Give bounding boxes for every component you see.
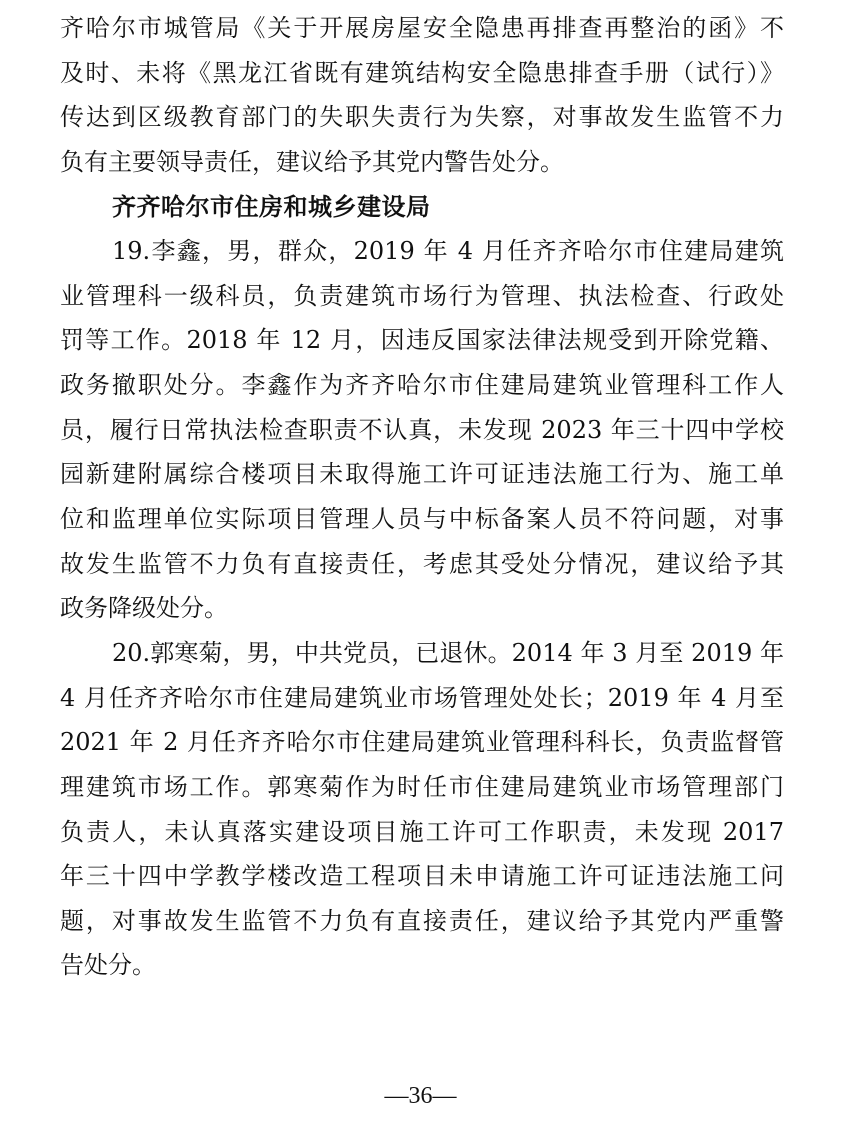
- paragraph-line: 年三十四中学教学楼改造工程项目未申请施工许可证违法施工问: [60, 862, 784, 891]
- paragraph-line: 齐哈尔市城管局《关于开展房屋安全隐患再排查再整治的函》不: [60, 14, 784, 42]
- page-number: —36—: [384, 1083, 457, 1109]
- paragraph-line: 业管理科一级科员，负责建筑市场行为管理、执法检查、行政处: [60, 281, 784, 310]
- paragraph-line: 故发生监管不力负有直接责任，考虑其受处分情况，建议给予其: [60, 549, 784, 578]
- section-heading: 齐齐哈尔市住房和城乡建设局: [112, 192, 431, 221]
- paragraph-line: 告处分。: [60, 951, 156, 980]
- paragraph-line: 园新建附属综合楼项目未取得施工许可证违法施工行为、施工单: [60, 460, 784, 489]
- paragraph-line: 4 月任齐齐哈尔市住建局建筑业市场管理处处长；2019 年 4 月至: [60, 683, 784, 712]
- paragraph-line: 理建筑市场工作。郭寒菊作为时任市住建局建筑业市场管理部门: [60, 772, 784, 801]
- paragraph-line: 题，对事故发生监管不力负有直接责任，建议给予其党内严重警: [60, 906, 784, 935]
- paragraph-line: 负有主要领导责任，建议给予其党内警告处分。: [60, 147, 564, 176]
- paragraph-line: 罚等工作。2018 年 12 月，因违反国家法律法规受到开除党籍、: [60, 326, 784, 355]
- paragraph-line: 负责人，未认真落实建设项目施工许可工作职责，未发现 2017: [60, 817, 784, 846]
- paragraph-line-item-20: 20.郭寒菊，男，中共党员，已退休。2014 年 3 月至 2019 年: [112, 638, 784, 667]
- paragraph-line: 员，履行日常执法检查职责不认真，未发现 2023 年三十四中学校: [60, 415, 784, 444]
- paragraph-line: 及时、未将《黑龙江省既有建筑结构安全隐患排查手册（试行）》: [60, 58, 784, 87]
- document-body: [60, 6, 784, 988]
- paragraph-line: 传达到区级教育部门的失职失责行为失察，对事故发生监管不力: [60, 103, 784, 132]
- paragraph-line-item-19: 19.李鑫，男，群众，2019 年 4 月任齐齐哈尔市住建局建筑: [112, 237, 784, 266]
- paragraph-line: 2021 年 2 月任齐齐哈尔市住建局建筑业管理科科长，负责监督管: [60, 728, 784, 757]
- paragraph-line: 政务降级处分。: [60, 594, 228, 623]
- paragraph-line: 位和监理单位实际项目管理人员与中标备案人员不符问题，对事: [60, 505, 784, 534]
- paragraph-line: 政务撤职处分。李鑫作为齐齐哈尔市住建局建筑业管理科工作人: [60, 371, 784, 400]
